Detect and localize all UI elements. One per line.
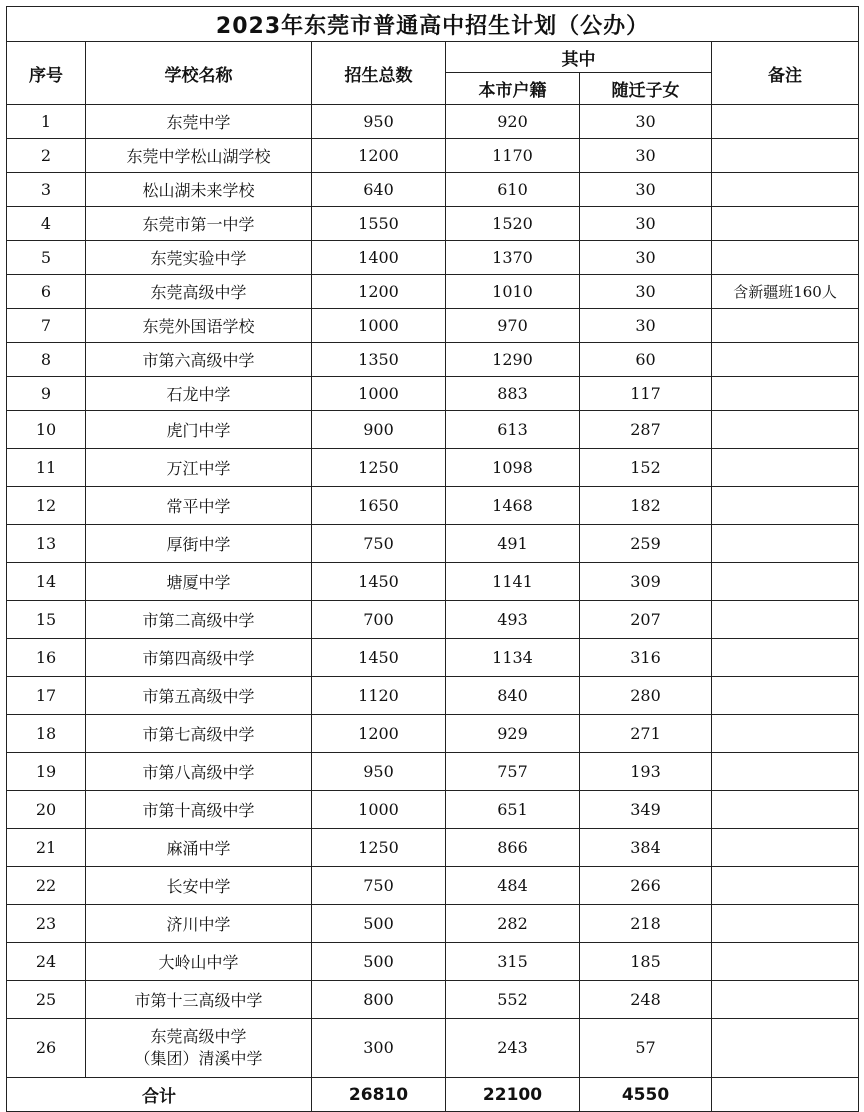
cell-school-name: 厚街中学	[86, 525, 312, 563]
cell-index: 7	[7, 309, 86, 343]
table-row	[7, 525, 859, 563]
cell-index: 22	[7, 867, 86, 905]
table-row	[7, 715, 859, 753]
cell-local-household: 315	[446, 943, 580, 981]
cell-local-household: 1290	[446, 343, 580, 377]
cell-index: 9	[7, 377, 86, 411]
cell-local-household: 920	[446, 105, 580, 139]
cell-migrant-children: 248	[580, 981, 712, 1019]
cell-school-name: 市第十三高级中学	[86, 981, 312, 1019]
cell-local-household: 613	[446, 411, 580, 449]
cell-local-household: 552	[446, 981, 580, 1019]
cell-school-name: 东莞高级中学	[86, 275, 312, 309]
cell-school-name: 东莞市第一中学	[86, 207, 312, 241]
enrollment-plan-table	[6, 6, 859, 1112]
cell-school-name: 东莞外国语学校	[86, 309, 312, 343]
cell-index: 25	[7, 981, 86, 1019]
cell-local-household: 493	[446, 601, 580, 639]
cell-migrant-children: 280	[580, 677, 712, 715]
cell-school-name: 大岭山中学	[86, 943, 312, 981]
cell-school-name: 万江中学	[86, 449, 312, 487]
cell-total-enrollment: 1120	[312, 677, 446, 715]
cell-migrant-children: 316	[580, 639, 712, 677]
cell-total-enrollment: 1250	[312, 829, 446, 867]
cell-local-household: 651	[446, 791, 580, 829]
cell-migrant-children: 271	[580, 715, 712, 753]
cell-note	[712, 981, 859, 1019]
cell-local-household: 1370	[446, 241, 580, 275]
cell-school-name: 虎门中学	[86, 411, 312, 449]
table-row	[7, 207, 859, 241]
summary-migrant: 4550	[580, 1078, 712, 1112]
cell-local-household: 1141	[446, 563, 580, 601]
cell-index: 3	[7, 173, 86, 207]
cell-index: 2	[7, 139, 86, 173]
cell-migrant-children: 207	[580, 601, 712, 639]
cell-total-enrollment: 1200	[312, 715, 446, 753]
cell-note	[712, 563, 859, 601]
cell-migrant-children: 60	[580, 343, 712, 377]
cell-school-name: 市第五高级中学	[86, 677, 312, 715]
cell-migrant-children: 30	[580, 309, 712, 343]
cell-note	[712, 905, 859, 943]
header-total-enrollment: 招生总数	[312, 42, 446, 105]
cell-school-name: 常平中学	[86, 487, 312, 525]
cell-school-name: 东莞中学松山湖学校	[86, 139, 312, 173]
table-row	[7, 377, 859, 411]
table-row	[7, 105, 859, 139]
cell-index: 12	[7, 487, 86, 525]
table-row	[7, 981, 859, 1019]
cell-local-household: 1010	[446, 275, 580, 309]
table-row	[7, 411, 859, 449]
cell-total-enrollment: 950	[312, 105, 446, 139]
cell-school-name: 麻涌中学	[86, 829, 312, 867]
cell-index: 19	[7, 753, 86, 791]
cell-index: 20	[7, 791, 86, 829]
summary-row	[7, 1078, 859, 1112]
table-row	[7, 449, 859, 487]
cell-school-name: 东莞高级中学 （集团）清溪中学	[86, 1019, 312, 1078]
cell-local-household: 491	[446, 525, 580, 563]
cell-school-name: 石龙中学	[86, 377, 312, 411]
cell-school-name: 市第六高级中学	[86, 343, 312, 377]
cell-migrant-children: 266	[580, 867, 712, 905]
cell-total-enrollment: 700	[312, 601, 446, 639]
cell-total-enrollment: 1450	[312, 563, 446, 601]
cell-school-name: 塘厦中学	[86, 563, 312, 601]
cell-index: 4	[7, 207, 86, 241]
cell-total-enrollment: 750	[312, 525, 446, 563]
cell-local-household: 1520	[446, 207, 580, 241]
cell-local-household: 1170	[446, 139, 580, 173]
cell-index: 21	[7, 829, 86, 867]
cell-total-enrollment: 1400	[312, 241, 446, 275]
cell-total-enrollment: 1000	[312, 377, 446, 411]
table-title: 2023年东莞市普通高中招生计划（公办）	[7, 7, 859, 42]
cell-index: 26	[7, 1019, 86, 1078]
table-row	[7, 343, 859, 377]
cell-note	[712, 753, 859, 791]
table-row	[7, 791, 859, 829]
cell-total-enrollment: 1350	[312, 343, 446, 377]
table-row	[7, 677, 859, 715]
cell-note	[712, 867, 859, 905]
cell-school-name: 松山湖未来学校	[86, 173, 312, 207]
table-row	[7, 753, 859, 791]
cell-note	[712, 309, 859, 343]
cell-note	[712, 377, 859, 411]
header-school-name: 学校名称	[86, 42, 312, 105]
table-body	[7, 105, 859, 1078]
header-index: 序号	[7, 42, 86, 105]
cell-migrant-children: 287	[580, 411, 712, 449]
cell-note	[712, 139, 859, 173]
table-row	[7, 139, 859, 173]
cell-migrant-children: 309	[580, 563, 712, 601]
cell-local-household: 1098	[446, 449, 580, 487]
table-row	[7, 943, 859, 981]
cell-total-enrollment: 1200	[312, 275, 446, 309]
cell-school-name: 市第七高级中学	[86, 715, 312, 753]
header-breakdown-group: 其中	[446, 42, 712, 73]
cell-index: 1	[7, 105, 86, 139]
summary-label: 合计	[7, 1078, 312, 1112]
cell-index: 6	[7, 275, 86, 309]
cell-migrant-children: 30	[580, 207, 712, 241]
cell-total-enrollment: 1450	[312, 639, 446, 677]
table-row	[7, 487, 859, 525]
cell-total-enrollment: 500	[312, 905, 446, 943]
cell-total-enrollment: 640	[312, 173, 446, 207]
cell-note	[712, 105, 859, 139]
cell-note	[712, 829, 859, 867]
enrollment-plan-sheet	[6, 6, 858, 1112]
cell-school-name: 济川中学	[86, 905, 312, 943]
cell-migrant-children: 384	[580, 829, 712, 867]
cell-index: 14	[7, 563, 86, 601]
summary-local: 22100	[446, 1078, 580, 1112]
cell-local-household: 1134	[446, 639, 580, 677]
cell-index: 24	[7, 943, 86, 981]
table-row	[7, 275, 859, 309]
cell-total-enrollment: 1550	[312, 207, 446, 241]
cell-migrant-children: 185	[580, 943, 712, 981]
cell-total-enrollment: 1650	[312, 487, 446, 525]
cell-note	[712, 525, 859, 563]
table-row	[7, 173, 859, 207]
cell-school-name: 市第二高级中学	[86, 601, 312, 639]
cell-local-household: 866	[446, 829, 580, 867]
table-row	[7, 241, 859, 275]
cell-total-enrollment: 1200	[312, 139, 446, 173]
cell-note	[712, 791, 859, 829]
cell-local-household: 970	[446, 309, 580, 343]
cell-migrant-children: 117	[580, 377, 712, 411]
cell-school-name: 市第四高级中学	[86, 639, 312, 677]
cell-school-name: 市第八高级中学	[86, 753, 312, 791]
cell-local-household: 282	[446, 905, 580, 943]
cell-index: 5	[7, 241, 86, 275]
cell-note	[712, 207, 859, 241]
cell-total-enrollment: 1250	[312, 449, 446, 487]
cell-note	[712, 677, 859, 715]
cell-index: 16	[7, 639, 86, 677]
cell-index: 23	[7, 905, 86, 943]
table-row	[7, 639, 859, 677]
cell-note: 含新疆班160人	[712, 275, 859, 309]
cell-total-enrollment: 950	[312, 753, 446, 791]
cell-migrant-children: 57	[580, 1019, 712, 1078]
cell-note	[712, 715, 859, 753]
cell-school-name: 长安中学	[86, 867, 312, 905]
cell-school-name: 市第十高级中学	[86, 791, 312, 829]
cell-note	[712, 173, 859, 207]
summary-note	[712, 1078, 859, 1112]
cell-note	[712, 241, 859, 275]
header-migrant-children: 随迁子女	[580, 73, 712, 105]
cell-local-household: 1468	[446, 487, 580, 525]
table-row	[7, 905, 859, 943]
cell-migrant-children: 30	[580, 105, 712, 139]
summary-total: 26810	[312, 1078, 446, 1112]
cell-total-enrollment: 900	[312, 411, 446, 449]
cell-local-household: 757	[446, 753, 580, 791]
cell-total-enrollment: 800	[312, 981, 446, 1019]
cell-note	[712, 1019, 859, 1078]
cell-note	[712, 943, 859, 981]
cell-note	[712, 487, 859, 525]
cell-index: 10	[7, 411, 86, 449]
cell-migrant-children: 349	[580, 791, 712, 829]
header-note: 备注	[712, 42, 859, 105]
table-row	[7, 829, 859, 867]
table-row	[7, 309, 859, 343]
cell-school-name: 东莞中学	[86, 105, 312, 139]
cell-total-enrollment: 300	[312, 1019, 446, 1078]
cell-note	[712, 411, 859, 449]
cell-index: 11	[7, 449, 86, 487]
cell-total-enrollment: 1000	[312, 791, 446, 829]
table-row	[7, 867, 859, 905]
table-row	[7, 601, 859, 639]
table-row	[7, 563, 859, 601]
cell-migrant-children: 152	[580, 449, 712, 487]
header-local-household: 本市户籍	[446, 73, 580, 105]
cell-local-household: 610	[446, 173, 580, 207]
cell-migrant-children: 182	[580, 487, 712, 525]
cell-migrant-children: 30	[580, 275, 712, 309]
cell-local-household: 840	[446, 677, 580, 715]
cell-migrant-children: 30	[580, 173, 712, 207]
cell-note	[712, 449, 859, 487]
cell-migrant-children: 30	[580, 241, 712, 275]
cell-index: 17	[7, 677, 86, 715]
table-row	[7, 1019, 859, 1078]
cell-migrant-children: 218	[580, 905, 712, 943]
cell-total-enrollment: 1000	[312, 309, 446, 343]
cell-school-name: 东莞实验中学	[86, 241, 312, 275]
cell-migrant-children: 259	[580, 525, 712, 563]
cell-migrant-children: 193	[580, 753, 712, 791]
cell-total-enrollment: 750	[312, 867, 446, 905]
cell-index: 13	[7, 525, 86, 563]
cell-local-household: 883	[446, 377, 580, 411]
cell-total-enrollment: 500	[312, 943, 446, 981]
cell-note	[712, 639, 859, 677]
cell-migrant-children: 30	[580, 139, 712, 173]
cell-local-household: 243	[446, 1019, 580, 1078]
cell-local-household: 929	[446, 715, 580, 753]
cell-index: 8	[7, 343, 86, 377]
cell-note	[712, 343, 859, 377]
cell-index: 18	[7, 715, 86, 753]
cell-index: 15	[7, 601, 86, 639]
cell-note	[712, 601, 859, 639]
cell-local-household: 484	[446, 867, 580, 905]
